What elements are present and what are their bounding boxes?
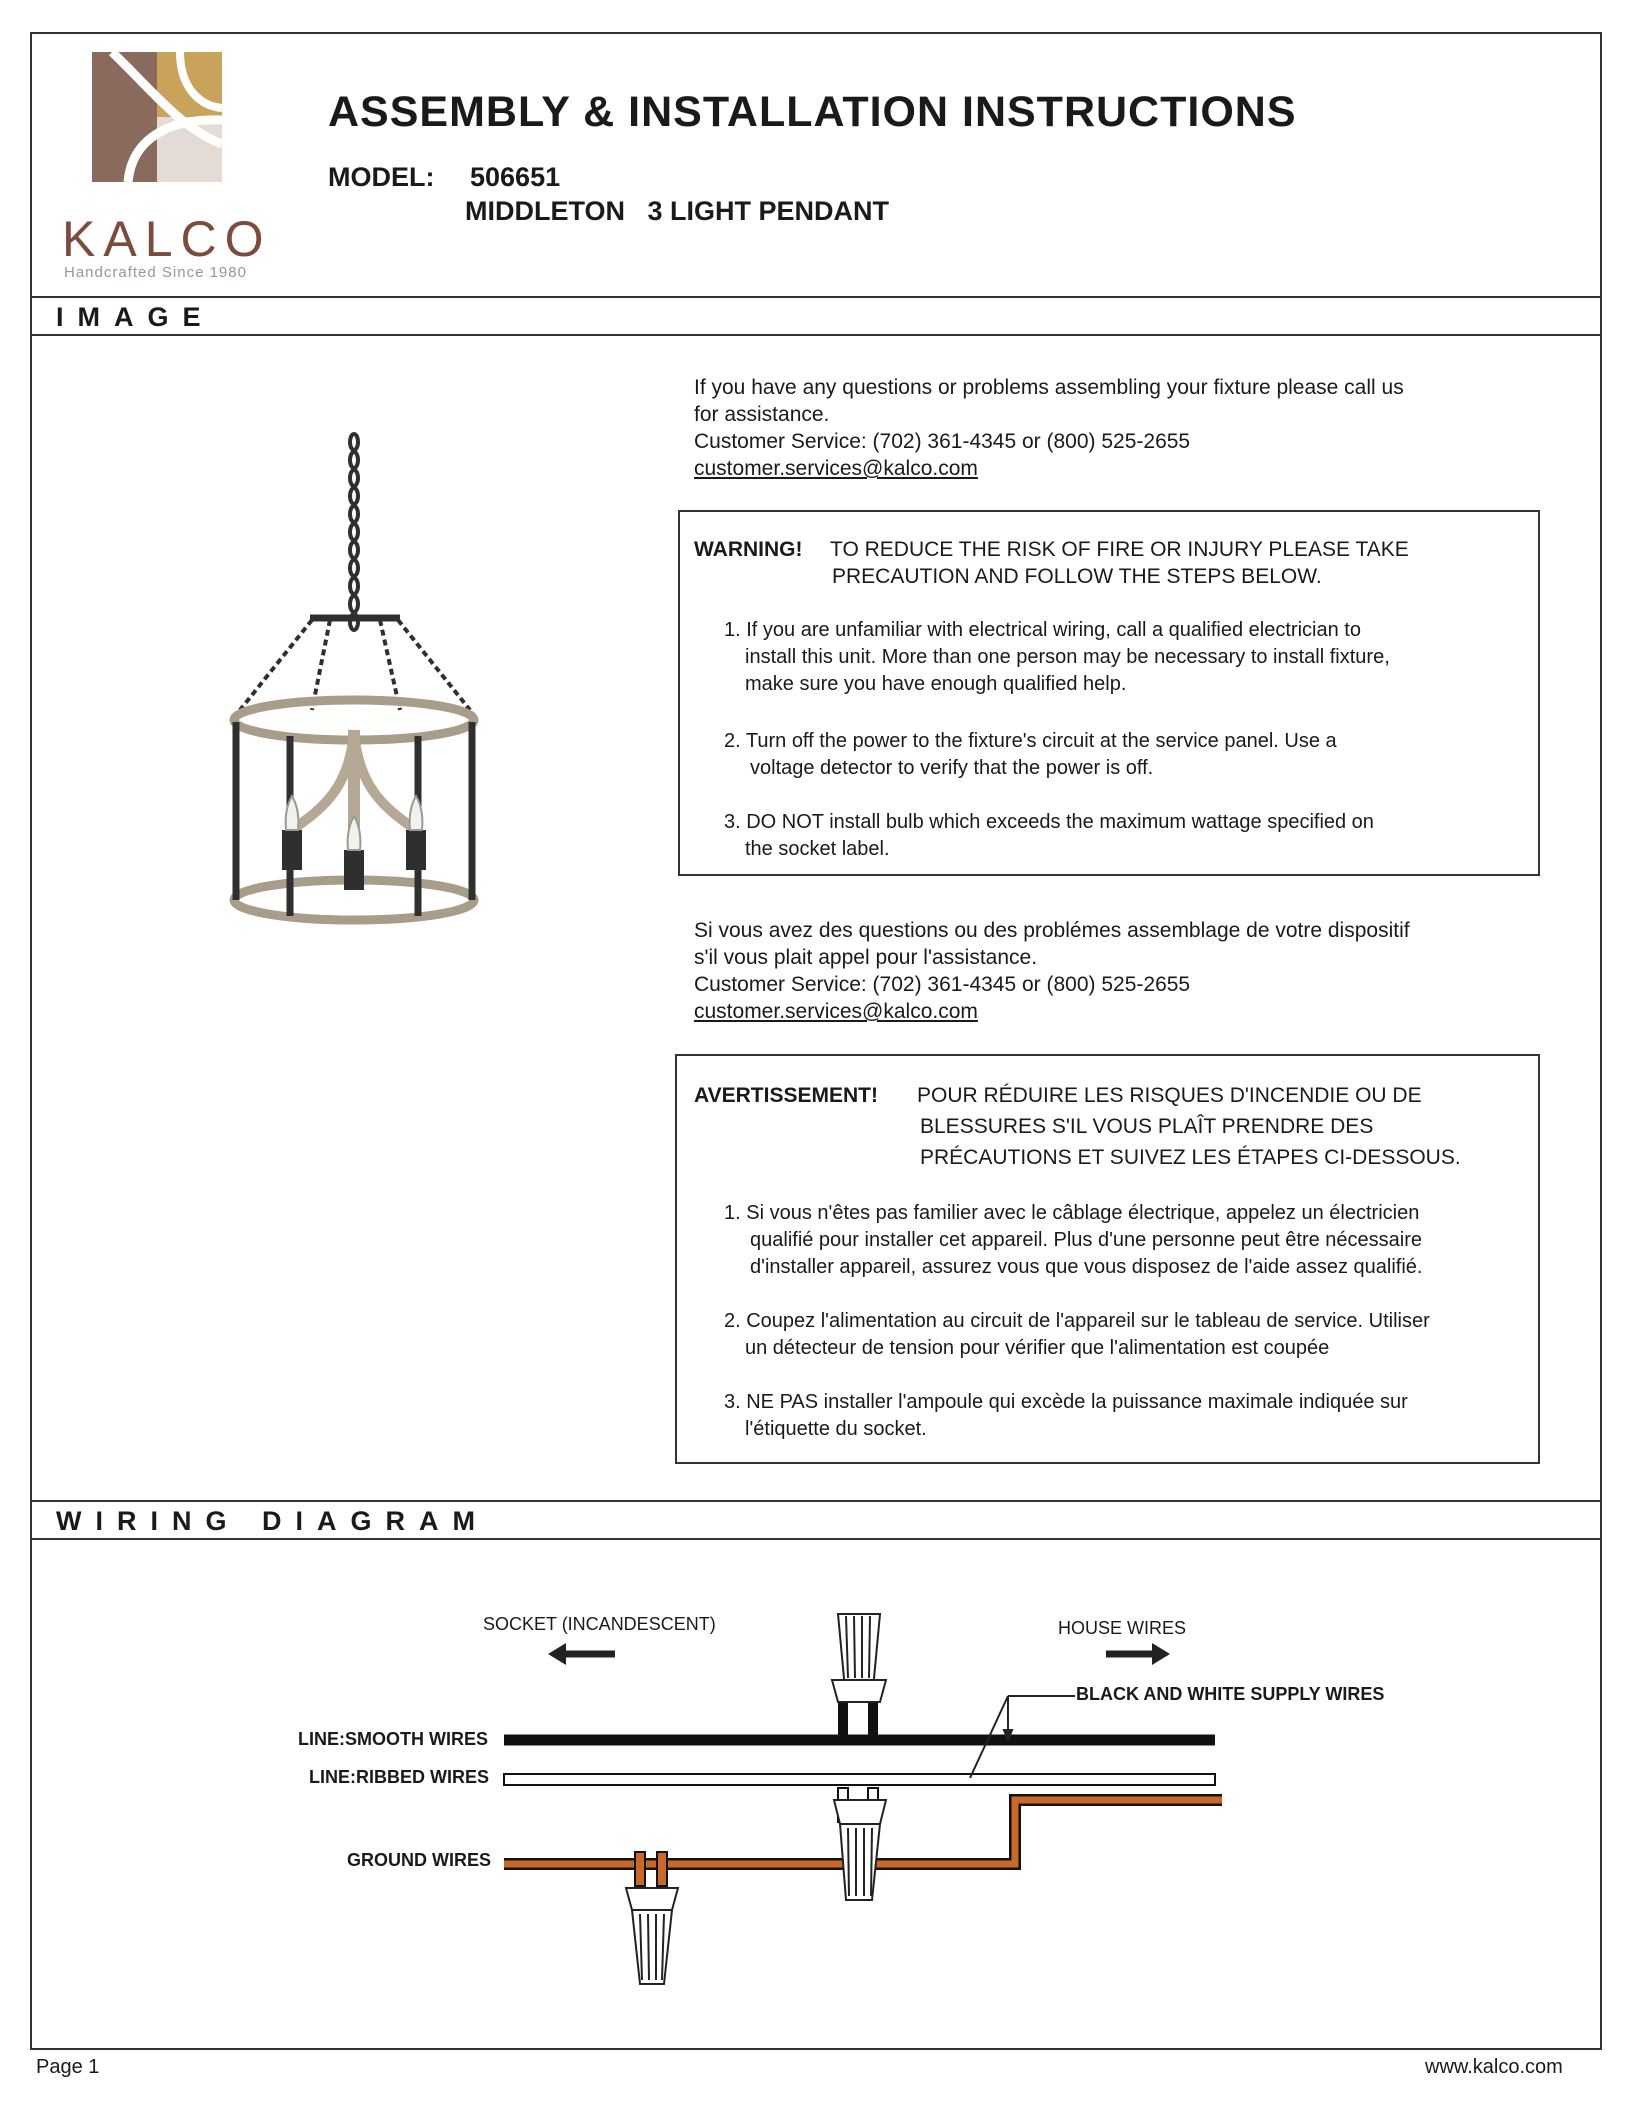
contact-email-link[interactable]: customer.services@kalco.com xyxy=(694,1000,978,1023)
section-title-image: IMAGE xyxy=(56,302,215,332)
model-name: MIDDLETON 3 LIGHT PENDANT xyxy=(465,196,890,226)
warning-item: d'installer appareil, assurez vous que vous disposez de l'aide assez qualifié. xyxy=(750,1256,1423,1278)
chain-icon xyxy=(350,434,358,630)
divider xyxy=(30,1538,1602,1540)
divider xyxy=(30,296,1602,298)
warning-item: 3. NE PAS installer l'ampoule qui excède la puissance maximale indiquée sur xyxy=(724,1391,1408,1413)
wire-nut-top-icon xyxy=(832,1614,886,1702)
contact-line: for assistance. xyxy=(694,403,830,426)
supply-wires-label: BLACK AND WHITE SUPPLY WIRES xyxy=(1076,1684,1385,1704)
model-number: 506651 xyxy=(470,162,561,192)
warning-item: qualifié pour installer cet appareil. Plus d'une personne peut être nécessaire xyxy=(750,1229,1423,1251)
divider xyxy=(30,334,1602,336)
website-link[interactable]: www.kalco.com xyxy=(1425,2056,1563,2078)
brand-tagline: Handcrafted Since 1980 xyxy=(64,264,247,281)
warning-item: 2. Coupez l'alimentation au circuit de l'appareil sur le tableau de service. Utiliser xyxy=(724,1310,1430,1332)
warning-heading: POUR RÉDUIRE LES RISQUES D'INCENDIE OU DE xyxy=(917,1084,1422,1107)
page-title: ASSEMBLY & INSTALLATION INSTRUCTIONS xyxy=(328,88,1297,136)
warning-item: l'étiquette du socket. xyxy=(745,1418,927,1440)
warning-heading: TO REDUCE THE RISK OF FIRE OR INJURY PLEASE TAKE xyxy=(830,538,1409,561)
warning-item: 1. Si vous n'êtes pas familier avec le câblage électrique, appelez un électricien xyxy=(724,1202,1420,1224)
warning-item: install this unit. More than one person may be necessary to install fixture, xyxy=(745,646,1390,668)
divider xyxy=(30,1500,1602,1502)
model-label: MODEL: xyxy=(328,162,435,192)
warning-label: AVERTISSEMENT! xyxy=(694,1084,878,1107)
smooth-wires-label: LINE:SMOOTH WIRES xyxy=(298,1729,488,1749)
contact-phone: Customer Service: (702) 361-4345 or (800) 525-2655 xyxy=(694,430,1191,453)
arrow-right-icon xyxy=(1106,1643,1170,1665)
warning-item: 3. DO NOT install bulb which exceeds the maximum wattage specified on xyxy=(724,811,1374,833)
warning-heading: PRECAUTION AND FOLLOW THE STEPS BELOW. xyxy=(832,565,1322,588)
contact-phone: Customer Service: (702) 361-4345 or (800) 525-2655 xyxy=(694,973,1191,996)
warning-heading: PRÉCAUTIONS ET SUIVEZ LES ÉTAPES CI-DESSOUS. xyxy=(920,1146,1461,1169)
contact-line: If you have any questions or problems assembling your fixture please call us xyxy=(694,376,1404,399)
brand-name: KALCO xyxy=(62,211,272,267)
contact-email-link[interactable]: customer.services@kalco.com xyxy=(694,457,978,480)
warning-item: the socket label. xyxy=(745,838,890,860)
section-title-wiring: WIRING DIAGRAM xyxy=(56,1506,489,1536)
wire-nut-ground-icon xyxy=(626,1888,678,1984)
warning-item: 2. Turn off the power to the fixture's circuit at the service panel. Use a xyxy=(724,730,1337,752)
wire-nut-middle-icon xyxy=(834,1800,886,1900)
warning-label: WARNING! xyxy=(694,538,803,561)
page-number: Page 1 xyxy=(36,2056,100,2078)
contact-line: Si vous avez des questions ou des problémes assemblage de votre dispositif xyxy=(694,919,1410,942)
socket-label: SOCKET (INCANDESCENT) xyxy=(483,1614,716,1634)
warning-item: 1. If you are unfamiliar with electrical wiring, call a qualified electrician to xyxy=(724,619,1361,641)
contact-line: s'il vous plait appel pour l'assistance. xyxy=(694,946,1038,969)
wiring-diagram xyxy=(0,1560,1632,2060)
ground-wires-label: GROUND WIRES xyxy=(347,1850,491,1870)
warning-item: voltage detector to verify that the power is off. xyxy=(750,757,1154,779)
ribbed-wires-label: LINE:RIBBED WIRES xyxy=(309,1767,489,1787)
house-wires-label: HOUSE WIRES xyxy=(1058,1618,1187,1638)
warning-item: make sure you have enough qualified help. xyxy=(745,673,1127,695)
arrow-left-icon xyxy=(548,1643,615,1665)
warning-heading: BLESSURES S'IL VOUS PLAÎT PRENDRE DES xyxy=(920,1115,1374,1138)
warning-item: un détecteur de tension pour vérifier que l'alimentation est coupée xyxy=(745,1337,1330,1359)
pendant-fixture-image xyxy=(200,430,500,950)
